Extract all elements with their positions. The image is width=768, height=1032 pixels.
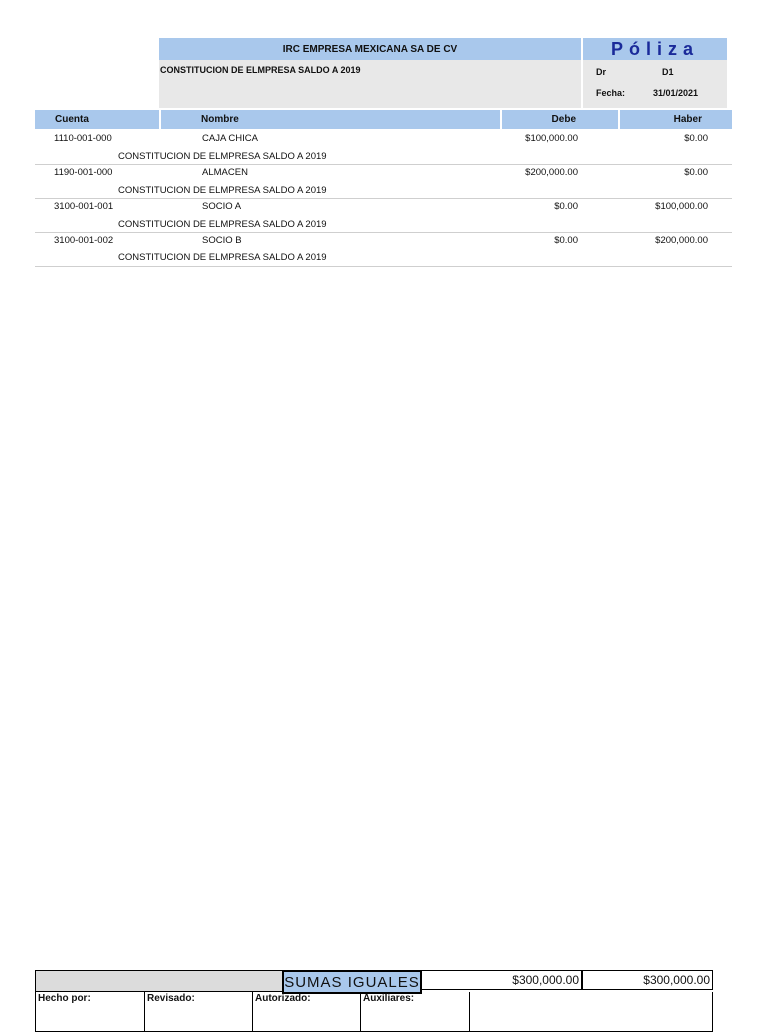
column-header-nombre: Nombre (161, 110, 500, 129)
signature-revisado: Revisado: (144, 992, 253, 1032)
total-haber: $300,000.00 (582, 970, 713, 990)
column-header-haber: Haber (620, 110, 732, 129)
entry-debe: $0.00 (554, 201, 578, 212)
entry-debe: $100,000.00 (525, 133, 578, 144)
entry-nombre: SOCIO A (202, 201, 242, 212)
entry-concepto: CONSTITUCION DE ELMPRESA SALDO A 2019 (118, 219, 327, 230)
type-value: D1 (662, 67, 674, 77)
signature-blank (469, 992, 713, 1032)
entry-concepto: CONSTITUCION DE ELMPRESA SALDO A 2019 (118, 151, 327, 162)
entry-nombre: ALMACEN (202, 167, 248, 178)
signature-auxiliares: Auxiliares: (360, 992, 470, 1032)
total-debe: $300,000.00 (420, 970, 582, 990)
entry-debe: $200,000.00 (525, 167, 578, 178)
poliza-description: CONSTITUCION DE ELMPRESA SALDO A 2019 (160, 65, 361, 75)
row-divider (35, 232, 732, 233)
entry-haber: $200,000.00 (655, 235, 708, 246)
column-header-cuenta: Cuenta (35, 110, 159, 129)
type-label: Dr (596, 67, 607, 77)
entry-nombre: SOCIO B (202, 235, 242, 246)
entry-haber: $0.00 (684, 133, 708, 144)
sumas-iguales-label: SUMAS IGUALES (282, 970, 422, 994)
entry-haber: $0.00 (684, 167, 708, 178)
column-header-debe: Debe (502, 110, 618, 129)
entry-cuenta: 3100-001-002 (54, 235, 114, 246)
entry-cuenta: 3100-001-001 (54, 201, 114, 212)
row-divider (35, 198, 732, 199)
entry-concepto: CONSTITUCION DE ELMPRESA SALDO A 2019 (118, 185, 327, 196)
date-label: Fecha: (596, 88, 626, 98)
entry-debe: $0.00 (554, 235, 578, 246)
entry-concepto: CONSTITUCION DE ELMPRESA SALDO A 2019 (118, 252, 327, 263)
totals-blank-cell (35, 970, 284, 992)
row-divider (35, 164, 732, 165)
document-title: Póliza (583, 38, 727, 60)
entry-haber: $100,000.00 (655, 201, 708, 212)
entry-cuenta: 1110-001-000 (54, 133, 112, 144)
signature-autorizado: Autorizado: (252, 992, 361, 1032)
company-name: IRC EMPRESA MEXICANA SA DE CV (159, 38, 581, 60)
row-divider (35, 266, 732, 267)
entry-cuenta: 1190-001-000 (54, 167, 113, 178)
entry-nombre: CAJA CHICA (202, 133, 258, 144)
signature-hecho-por: Hecho por: (35, 992, 145, 1032)
date-value: 31/01/2021 (653, 88, 699, 98)
